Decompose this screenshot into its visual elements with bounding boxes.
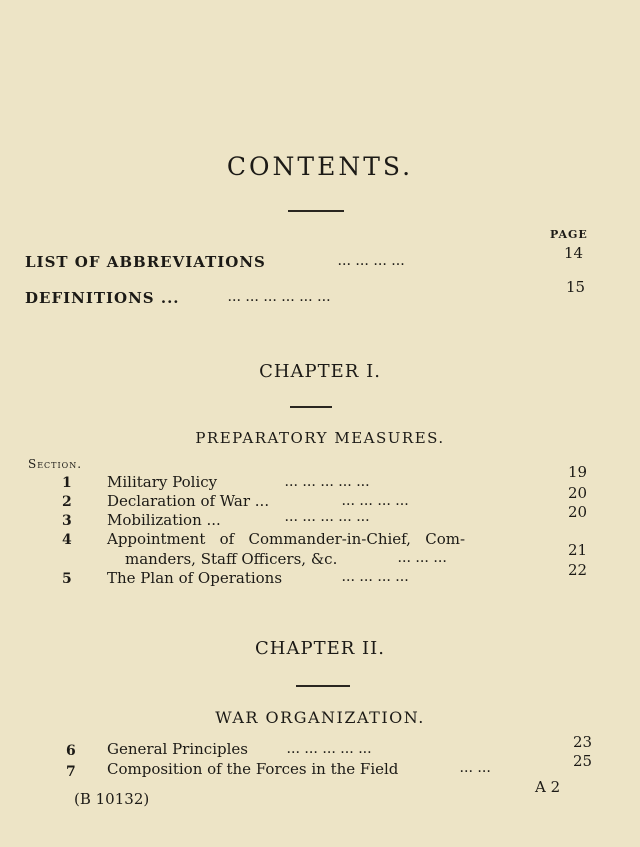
chapter-subheading: PREPARATORY MEASURES.	[195, 429, 445, 447]
title-divider	[288, 210, 344, 212]
section-label: Section.	[28, 457, 83, 471]
section-title: Appointment of Commander-in-Chief, Com-	[107, 530, 466, 548]
front-entry-title: LIST OF ABBREVIATIONS	[25, 253, 266, 271]
section-number: 1	[62, 475, 72, 491]
gathering-mark: A 2	[535, 778, 561, 796]
leader-dots: ... ...	[460, 764, 492, 775]
section-title: General Principles	[107, 740, 248, 758]
section-title: Military Policy	[107, 473, 218, 491]
section-page: 21	[568, 541, 588, 559]
section-number: 6	[66, 743, 76, 759]
print-signature: (B 10132)	[74, 790, 150, 808]
section-page: 20	[568, 503, 588, 521]
chapter-divider	[296, 685, 350, 687]
section-number: 4	[62, 532, 72, 548]
leader-dots: ... ... ...	[398, 554, 448, 565]
section-title: Composition of the Forces in the Field	[107, 760, 399, 778]
front-entry-page: 15	[566, 278, 586, 296]
section-page: 22	[568, 561, 588, 579]
section-number: 3	[62, 513, 72, 529]
section-number: 7	[66, 764, 76, 780]
section-page: 23	[573, 733, 593, 751]
section-page: 19	[568, 463, 588, 481]
chapter-subheading: WAR ORGANIZATION.	[215, 708, 425, 727]
section-title: Declaration of War ...	[107, 492, 270, 510]
section-title: Mobilization ...	[107, 511, 221, 529]
page-title: CONTENTS.	[226, 152, 414, 181]
leader-dots: ... ... ... ...	[338, 257, 406, 268]
section-number: 2	[62, 494, 72, 510]
section-title: The Plan of Operations	[107, 569, 283, 587]
page-column-header: PAGE	[550, 228, 588, 241]
chapter-heading: CHAPTER II.	[255, 638, 385, 659]
leader-dots: ... ... ... ...	[342, 497, 410, 508]
leader-dots: ... ... ... ... ... ...	[228, 293, 332, 304]
front-entry-title: DEFINITIONS ...	[25, 289, 180, 307]
chapter-divider	[290, 406, 332, 408]
section-title-continued: manders, Staff Officers, &c.	[125, 550, 338, 568]
leader-dots: ... ... ... ...	[342, 573, 410, 584]
leader-dots: ... ... ... ... ...	[285, 513, 371, 524]
leader-dots: ... ... ... ... ...	[287, 745, 373, 756]
leader-dots: ... ... ... ... ...	[285, 478, 371, 489]
section-page: 20	[568, 484, 588, 502]
front-entry-page: 14	[564, 244, 584, 262]
chapter-heading: CHAPTER I.	[259, 361, 381, 382]
section-page: 25	[573, 752, 593, 770]
section-number: 5	[62, 571, 72, 587]
